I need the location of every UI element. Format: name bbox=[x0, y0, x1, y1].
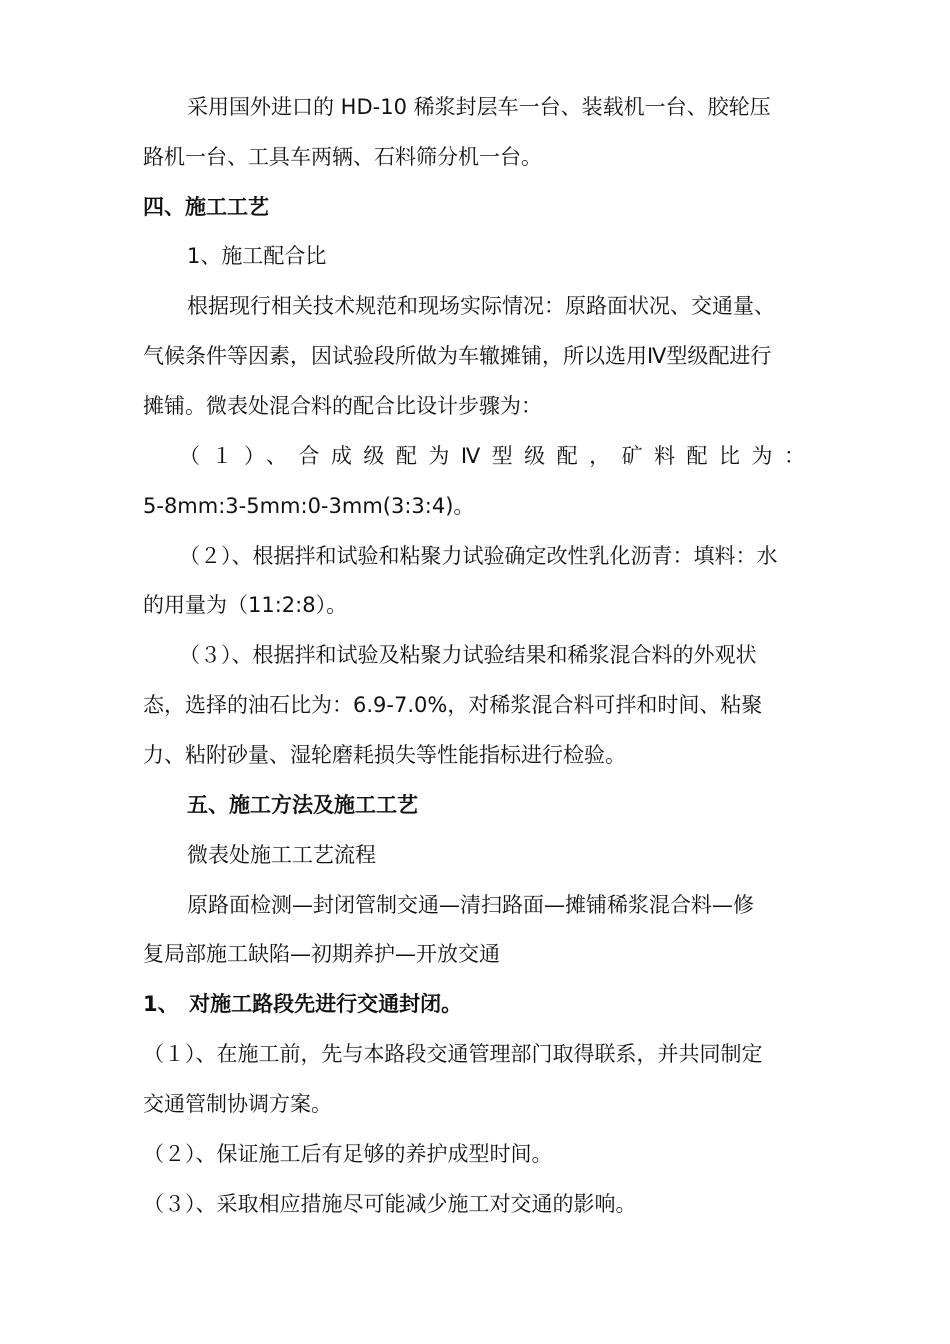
step-2-line-1: （２）、根据拌和试验和粘聚力试验确定改性乳化沥青：填料：水 bbox=[179, 544, 778, 568]
section-heading-5: 五、施工方法及施工工艺 bbox=[187, 793, 418, 817]
item-1-sub-2: （２）、保证施工后有足够的养护成型时间。 bbox=[143, 1142, 553, 1166]
paragraph-basis-line-3: 摊铺。微表处混合料的配合比设计步骤为： bbox=[143, 394, 542, 418]
paragraph-process-flow-line-2: 复局部施工缺陷—初期养护—开放交通 bbox=[143, 942, 500, 966]
section-heading-4: 四、施工工艺 bbox=[143, 195, 269, 219]
item-1-sub-3: （３）、采取相应措施尽可能减少施工对交通的影响。 bbox=[143, 1192, 637, 1216]
step-1-line-2: 5-8mm:3-5mm:0-3mm(3:3:4)。 bbox=[143, 494, 475, 518]
paragraph-equipment-line-1: 采用国外进口的 HD-10 稀浆封层车一台、装载机一台、胶轮压 bbox=[187, 95, 771, 119]
step-3-line-1: （３）、根据拌和试验及粘聚力试验结果和稀浆混合料的外观状 bbox=[179, 643, 757, 667]
subheading-mix-ratio: 1、施工配合比 bbox=[187, 244, 327, 268]
step-3-line-2: 态，选择的油石比为：6.9-7.0%，对稀浆混合料可拌和时间、粘聚 bbox=[143, 693, 763, 717]
item-1-sub-1-line-1: （１）、在施工前，先与本路段交通管理部门取得联系，并共同制定 bbox=[143, 1042, 763, 1066]
step-3-line-3: 力、粘附砂量、湿轮磨耗损失等性能指标进行检验。 bbox=[143, 743, 626, 767]
subheading-process-flow: 微表处施工工艺流程 bbox=[187, 843, 376, 867]
item-1-sub-1-line-2: 交通管制协调方案。 bbox=[143, 1092, 332, 1116]
step-1-line-1: （１）、合成级配为Ⅳ型级配，矿料配比为： bbox=[179, 444, 805, 468]
paragraph-process-flow-line-1: 原路面检测—封闭管制交通—清扫路面—摊铺稀浆混合料—修 bbox=[187, 893, 754, 917]
step-2-line-2: 的用量为（11:2:8）。 bbox=[143, 593, 348, 617]
paragraph-equipment-line-2: 路机一台、工具车两辆、石料筛分机一台。 bbox=[143, 145, 542, 169]
paragraph-basis-line-2: 气候条件等因素，因试验段所做为车辙摊铺，所以选用Ⅳ型级配进行 bbox=[143, 344, 772, 368]
paragraph-basis-line-1: 根据现行相关技术规范和现场实际情况：原路面状况、交通量、 bbox=[187, 294, 775, 318]
item-1-heading: 1、 对施工路段先进行交通封闭。 bbox=[143, 992, 463, 1016]
